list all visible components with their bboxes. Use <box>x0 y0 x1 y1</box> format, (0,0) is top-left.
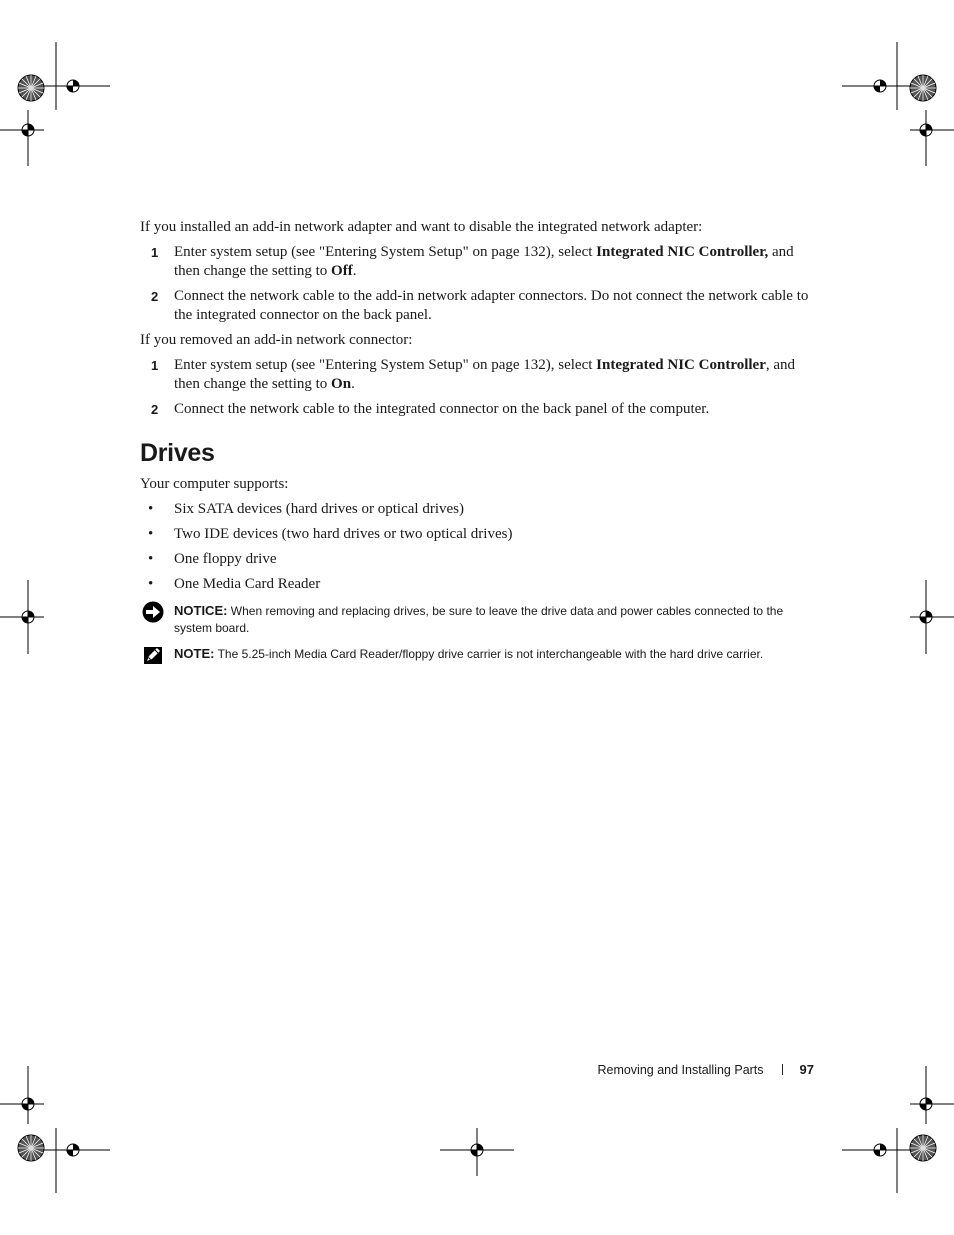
drive-support-bullet <box>140 575 820 594</box>
step-removed-1 <box>140 356 820 394</box>
notice-text: When removing and replacing drives, be sure to leave the drive data and power cables connected to the system board. <box>174 604 784 635</box>
step-text: Connect the network cable to the add-in network adapter connectors. Do not connect the network cable to the integrated connector on the back panel. <box>174 288 809 323</box>
page-content <box>140 218 820 663</box>
drives-intro-text: Your computer supports: <box>140 476 289 492</box>
drive-support-bullet <box>140 525 820 544</box>
page-footer <box>560 1061 814 1079</box>
bullet-text: One Media Card Reader <box>174 576 321 592</box>
intro-addin-text: If you installed an add-in network adapter and want to disable the integrated network adapter: <box>140 219 703 235</box>
step-text: , and then change the setting to <box>174 357 796 392</box>
notice-callout <box>140 602 820 637</box>
note-text: The 5.25-inch Media Card Reader/floppy drive carrier is not interchangeable with the hard drive carrier. <box>214 647 764 661</box>
drive-support-bullet <box>140 550 820 569</box>
notice-arrow-icon <box>142 601 164 623</box>
bullet-icon: • <box>148 501 154 517</box>
step-setting-name: Integrated NIC Controller <box>596 357 766 373</box>
bullet-text: Two IDE devices (two hard drives or two optical drives) <box>174 526 513 542</box>
step-removed-2 <box>140 400 820 419</box>
notice-label: NOTICE: <box>174 603 228 618</box>
step-text: and then change the setting to <box>174 244 794 279</box>
bullet-text: One floppy drive <box>174 551 277 567</box>
bullet-icon: • <box>148 576 154 592</box>
bullet-icon: • <box>148 551 154 567</box>
step-number: 2 <box>151 289 159 304</box>
step-text: Enter system setup (see "Entering System Setup" on page 132), select <box>174 244 597 260</box>
bullet-icon: • <box>148 526 154 542</box>
footer-divider <box>782 1064 783 1075</box>
footer-section-title: Removing and Installing Parts <box>597 1063 764 1077</box>
note-label: NOTE: <box>174 646 215 661</box>
step-number: 1 <box>151 245 159 260</box>
step-disable-2 <box>140 287 820 325</box>
step-text: . <box>351 376 355 392</box>
note-pencil-icon <box>142 644 164 666</box>
bullet-text: Six SATA devices (hard drives or optical drives) <box>174 501 464 517</box>
step-number: 1 <box>151 358 159 373</box>
step-text: . <box>352 263 357 279</box>
step-disable-1 <box>140 243 820 281</box>
step-setting-value: On <box>331 376 352 392</box>
step-text: Connect the network cable to the integrated connector on the back panel of the computer. <box>174 401 710 417</box>
step-number: 2 <box>151 402 159 417</box>
note-callout <box>140 645 820 663</box>
step-text: Enter system setup (see "Entering System Setup" on page 132), select <box>174 357 597 373</box>
drive-support-bullet <box>140 500 820 519</box>
section-heading: Drives <box>140 439 215 467</box>
step-setting-name: Integrated NIC Controller, <box>596 244 769 260</box>
intro-removed-text: If you removed an add-in network connector: <box>140 332 413 348</box>
page-number: 97 <box>799 1062 814 1077</box>
step-setting-value: Off <box>331 263 353 279</box>
